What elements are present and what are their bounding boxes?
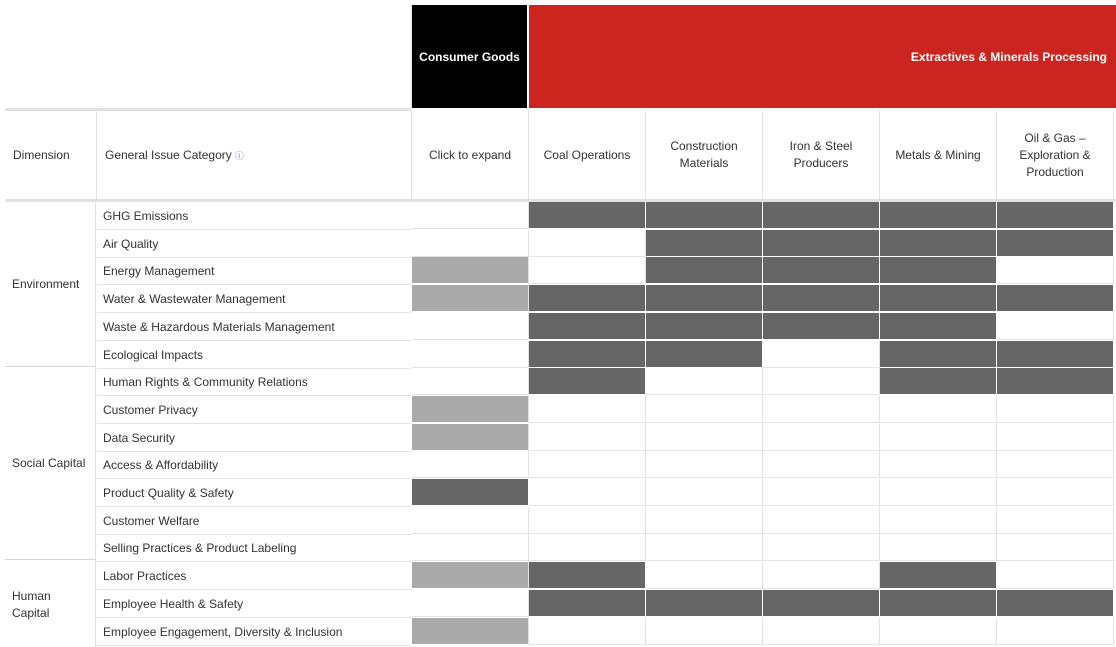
industry-cell[interactable] — [529, 451, 646, 478]
issue-row-label: GHG Emissions — [97, 202, 411, 230]
industry-cell[interactable] — [763, 285, 880, 312]
column-label: General Issue Category — [105, 148, 232, 162]
industry-cell[interactable] — [880, 396, 997, 423]
dimension-environment — [5, 202, 96, 367]
materiality-map — [5, 5, 1116, 647]
industry-cell[interactable] — [763, 313, 880, 340]
industry-cell[interactable] — [763, 590, 880, 617]
industry-cell[interactable] — [880, 257, 997, 284]
industry-label: Oil & Gas – Exploration & Production — [1019, 130, 1091, 179]
industry-cell[interactable] — [763, 451, 880, 478]
industry-cell[interactable] — [529, 424, 646, 451]
consumer-goods-cell[interactable] — [412, 534, 529, 561]
industry-cell[interactable] — [880, 368, 997, 395]
industry-cell[interactable] — [997, 202, 1114, 229]
issue-row-label: Access & Affordability — [97, 451, 411, 479]
consumer-goods-cell[interactable] — [412, 396, 529, 423]
industry-cell[interactable] — [529, 230, 646, 257]
industry-cell[interactable] — [763, 507, 880, 534]
industry-cell[interactable] — [880, 341, 997, 368]
consumer-goods-cell[interactable] — [412, 590, 529, 617]
industry-cell[interactable] — [529, 202, 646, 229]
industry-cell[interactable] — [529, 562, 646, 589]
column-label: Dimension — [13, 148, 70, 162]
sector-header-consumer-goods[interactable] — [412, 5, 527, 108]
consumer-goods-cell[interactable] — [412, 202, 529, 229]
industry-cell[interactable] — [646, 534, 763, 561]
issue-row-label: Energy Management — [97, 257, 411, 285]
industry-cell[interactable] — [880, 313, 997, 340]
industry-cell[interactable] — [529, 341, 646, 368]
industry-cell[interactable] — [763, 534, 880, 561]
column-header-dimension — [5, 111, 97, 199]
industry-cell[interactable] — [997, 313, 1114, 340]
dimension-label: Social Capital — [12, 455, 86, 470]
consumer-goods-cell[interactable] — [412, 230, 529, 257]
industry-cell[interactable] — [646, 341, 763, 368]
industry-label: Construction Materials — [670, 139, 738, 170]
dimension-label: Environment — [12, 276, 80, 291]
issue-row-label: Water & Wastewater Management — [97, 285, 411, 313]
header-blank — [5, 5, 412, 108]
industry-cell[interactable] — [646, 590, 763, 617]
industry-cell[interactable] — [646, 507, 763, 534]
dimension-social-capital — [5, 367, 96, 560]
industry-cell[interactable] — [880, 424, 997, 451]
industry-label: Iron & Steel Producers — [789, 139, 853, 170]
industry-cell[interactable] — [763, 202, 880, 229]
industry-cell[interactable] — [529, 507, 646, 534]
issue-row-label: Customer Privacy — [97, 396, 411, 424]
issue-row-label: Ecological Impacts — [97, 341, 411, 369]
industry-cell[interactable] — [997, 257, 1114, 284]
industry-cell[interactable] — [997, 618, 1114, 645]
industry-cell[interactable] — [997, 562, 1114, 589]
industry-cell[interactable] — [646, 285, 763, 312]
consumer-goods-cell[interactable] — [412, 562, 529, 589]
dimension-human-capital — [5, 560, 96, 647]
industry-label: Metals & Mining — [895, 147, 981, 162]
sector-label: Extractives & Minerals Processing — [910, 49, 1107, 64]
consumer-goods-cell[interactable] — [412, 285, 529, 312]
column-header-industry — [763, 111, 880, 199]
issue-row-label: Selling Practices & Product Labeling — [97, 534, 411, 562]
issue-row-label: Labor Practices — [97, 562, 411, 590]
industry-cell[interactable] — [763, 257, 880, 284]
industry-cell[interactable] — [880, 451, 997, 478]
industry-cell[interactable] — [997, 479, 1114, 506]
industry-cell[interactable] — [997, 424, 1114, 451]
industry-cell[interactable] — [529, 479, 646, 506]
industry-cell[interactable] — [880, 562, 997, 589]
industry-cell[interactable] — [997, 534, 1114, 561]
industry-cell[interactable] — [529, 534, 646, 561]
industry-cell[interactable] — [646, 618, 763, 645]
industry-cell[interactable] — [763, 479, 880, 506]
industry-cell[interactable] — [763, 341, 880, 368]
industry-cell[interactable] — [646, 562, 763, 589]
consumer-goods-cell[interactable] — [412, 424, 529, 451]
industry-cell[interactable] — [646, 451, 763, 478]
industry-cell[interactable] — [880, 230, 997, 257]
industry-cell[interactable] — [529, 313, 646, 340]
industry-cell[interactable] — [646, 230, 763, 257]
industry-cell[interactable] — [997, 507, 1114, 534]
industry-cell[interactable] — [763, 618, 880, 645]
sector-header-extractives[interactable] — [529, 5, 1116, 108]
industry-cell[interactable] — [646, 202, 763, 229]
issue-row-label: Employee Health & Safety — [97, 590, 411, 618]
industry-cell[interactable] — [763, 396, 880, 423]
issue-row-label: Human Rights & Community Relations — [97, 368, 411, 396]
info-icon[interactable]: ⓘ — [234, 150, 244, 161]
column-header-industry — [529, 111, 646, 199]
consumer-goods-cell[interactable] — [412, 479, 529, 506]
consumer-goods-cell[interactable] — [412, 257, 529, 284]
industry-cell[interactable] — [880, 534, 997, 561]
industry-cell[interactable] — [997, 368, 1114, 395]
industry-cell[interactable] — [763, 562, 880, 589]
consumer-goods-cell[interactable] — [412, 341, 529, 368]
issue-row-label: Air Quality — [97, 230, 411, 258]
industry-cell[interactable] — [646, 313, 763, 340]
industry-cell[interactable] — [997, 285, 1114, 312]
industry-cell[interactable] — [880, 618, 997, 645]
industry-cell[interactable] — [646, 257, 763, 284]
industry-cell[interactable] — [646, 479, 763, 506]
industry-cell[interactable] — [646, 396, 763, 423]
industry-cell[interactable] — [529, 257, 646, 284]
industry-cell[interactable] — [997, 451, 1114, 478]
industry-cell[interactable] — [997, 396, 1114, 423]
consumer-goods-cell[interactable] — [412, 313, 529, 340]
issue-row-label: Customer Welfare — [97, 507, 411, 535]
industry-cell[interactable] — [880, 479, 997, 506]
industry-label: Coal Operations — [543, 147, 631, 162]
industry-cell[interactable] — [529, 285, 646, 312]
column-header-expand[interactable] — [412, 111, 529, 199]
issue-row-label: Employee Engagement, Diversity & Inclusion — [97, 618, 411, 646]
industry-cell[interactable] — [997, 341, 1114, 368]
industry-cell[interactable] — [529, 618, 646, 645]
industry-cell[interactable] — [646, 424, 763, 451]
industry-cell[interactable] — [529, 396, 646, 423]
consumer-goods-cell[interactable] — [412, 451, 529, 478]
consumer-goods-cell[interactable] — [412, 368, 529, 395]
issue-row-label: Waste & Hazardous Materials Management — [97, 313, 411, 341]
industry-cell[interactable] — [880, 285, 997, 312]
industry-cell[interactable] — [529, 590, 646, 617]
industry-cell[interactable] — [880, 507, 997, 534]
column-header-industry — [997, 111, 1114, 199]
column-header-issue-category — [97, 111, 412, 199]
industry-cell[interactable] — [997, 230, 1114, 257]
expand-link[interactable]: Click to expand — [428, 147, 512, 162]
industry-cell[interactable] — [763, 230, 880, 257]
industry-cell[interactable] — [646, 368, 763, 395]
industry-cell[interactable] — [880, 202, 997, 229]
industry-cell[interactable] — [763, 368, 880, 395]
sector-label: Consumer Goods — [419, 49, 520, 64]
issue-row-label: Data Security — [97, 424, 411, 452]
industry-cell[interactable] — [763, 424, 880, 451]
industry-cell[interactable] — [997, 590, 1114, 617]
consumer-goods-cell[interactable] — [412, 507, 529, 534]
dimension-label: Human Capital — [12, 589, 51, 620]
column-header-industry — [646, 111, 763, 199]
column-header-industry — [880, 111, 997, 199]
issue-row-label: Product Quality & Safety — [97, 479, 411, 507]
industry-cell[interactable] — [880, 590, 997, 617]
consumer-goods-cell[interactable] — [412, 618, 529, 645]
industry-cell[interactable] — [529, 368, 646, 395]
